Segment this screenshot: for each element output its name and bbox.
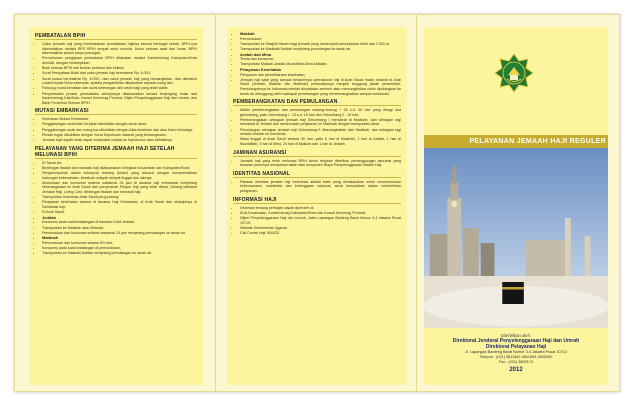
panel-cover bbox=[418, 21, 614, 385]
list-item: • Tenda dan konsumsi; bbox=[240, 57, 401, 62]
kaaba-photo bbox=[424, 148, 608, 328]
section-title: MUTASI EMBARKASI bbox=[35, 108, 197, 115]
list-item: • Di Tanah Air: bbox=[42, 161, 197, 166]
cover-title-ribbon: PELAYANAN JEMAAH HAJI REGULER bbox=[424, 135, 608, 148]
phone-line: Telepon : (021) 3811642-3811654-3800200 bbox=[479, 355, 553, 359]
section-title: PEMBERANGKATAN DAN PEMULANGAN bbox=[233, 99, 401, 106]
list-item: • Website Kementerian Agama: bbox=[240, 226, 401, 231]
section-title: IDENTITAS NASIONAL bbox=[233, 171, 401, 178]
cover-content bbox=[424, 27, 608, 385]
section-makkah bbox=[233, 32, 401, 96]
list-item: • Penggabungan suami/istri terpisah dibuktikan dengan surat nikah; bbox=[42, 122, 197, 127]
list-subheading: • Makkah bbox=[240, 32, 401, 37]
list-item: • Penggabungan anak dan orang tua dibuktikan dengan Akta kelahiran dan atau Kartu Keluarga; bbox=[42, 128, 197, 133]
list-item: • Pakaian identitas jemaah haji Indonesia adalah batik yang dimaksudkan untuk menumbuhkan kebersamaan, solidaritas dan ketenggaan nasional, serta kemudahan dalam memberikan pelayanan. bbox=[240, 180, 401, 194]
list-subheading: • Arafah dan Mina bbox=[240, 53, 401, 58]
section-pemberangkatan bbox=[233, 99, 401, 147]
masjidil-haram-illustration bbox=[424, 148, 608, 328]
list-item: • Surat kuasa bermaterai Rp. 6.000,- dari calon jemaah haji yang bersangkutan, dan diketahui Lurah/Kepala Desa setempat, apabila pengambilan dikuasakan kepada orang lain; bbox=[42, 77, 197, 86]
section-title: PEMBATALAN BPIH bbox=[35, 33, 197, 40]
list-item: • Transportasi ke Madinah/Jeddah menjelang pemulangan ke tanah air. bbox=[240, 47, 401, 52]
list-subheading: • Jeddah bbox=[42, 216, 197, 221]
list-item: • Ditjen Penyelenggaraan Haji dan Umrah, Jalan Lapangan Banteng Barat Nomor 3-4 Jakarta Pusat 10710; bbox=[240, 216, 401, 225]
publisher-label: Diterbitkan oleh: bbox=[500, 333, 532, 338]
list-item: • Transportasi ke Makkah/Jeddah menjelang pemulangan ke tanah air. bbox=[42, 251, 197, 256]
list-item: • Bimbingan ibadah dan manasik haji dilaksanakan di tingkat Kecamatan dan Kabupaten/Kota; bbox=[42, 166, 197, 171]
list-item: • Bukti setoran BPIH asli lembar pertama dan kelima; bbox=[42, 66, 197, 71]
kemenag-emblem-icon bbox=[494, 53, 534, 93]
list-item: • Pemondokan dan konsumsi selama 8½ hari; bbox=[42, 241, 197, 246]
list-item: • KUA Kecamatan, Kankemenag Kabupaten/Kota dan Kanwil Kemenag Provinsi; bbox=[240, 211, 401, 216]
section-title: PELAYANAN YANG DITERIMA JEMAAH HAJI SETELAH MELUNASI BPIH bbox=[35, 146, 197, 159]
brochure-sheet bbox=[14, 14, 620, 392]
list-item: • Transportasi ke Madinah atau Mekkah; bbox=[42, 226, 197, 231]
list-item: • Pelayanan dan pemeliharaan kesehatan; bbox=[240, 73, 401, 78]
list-item: • Permohonan pengajuan pembatalan BPIH dilakukan melalui Kankemenag Kabupaten/Kota domisili, dengan melampirkan: bbox=[42, 56, 197, 65]
address-line: Jl. Lapangan Banteng Barat Nomor 3-4 Jakarta Pusat 10710 bbox=[465, 350, 567, 354]
list-item: • Surat Pernyataan Bukti dari calon jemaah haji bermaterai Rp. 6.000; bbox=[42, 71, 197, 76]
list-item: • Pelayanan kesehatan selama di Asrama Haji Embarkasi, di Arab Saudi dan selanjutnya di Debarkasi haji; bbox=[42, 200, 197, 209]
list-item: • Di Arab Saudi: bbox=[42, 210, 197, 215]
list-item: • Masa tinggal di Arab Saudi selama 39 hari, yaitu 8 hari di Madinah, 1 hari di Arafah, 1 hari di Muzdalifah, 3 hari di Mina, 25 hari di Makkah dan 1 hari di Jeddah. bbox=[240, 137, 401, 146]
fold-line-right bbox=[416, 15, 417, 391]
list-item: • Konsumsi pada saat kedatangan di bandara KAIA Jeddah; bbox=[42, 220, 197, 225]
list-item: • Jemaah haji reguler tidak dapat melakukan mutasi ke haji khusus atau sebaliknya. bbox=[42, 138, 197, 143]
list-item: • Pemulangan sebagian jemaah haji Gelombang II diberangkatkan dari Madinah, dan sebagian lagi melalui Jeddah ke Indonesia. bbox=[240, 128, 401, 137]
list-item: • Pemberangkatan sebagian jemaah haji Gelombang I mendarat di Madinah, dan sebagian lagi mendarat di Jeddah dan meneruskan perjalanan ke Madinah dengan transportasi darat. bbox=[240, 118, 401, 127]
list-item: • Transportasi Indonesia-Arab Saudi pergi pulang; bbox=[42, 195, 197, 200]
fax-line: Fax : (021) 3800174 bbox=[498, 360, 534, 364]
section-pembatalan-bpih bbox=[35, 33, 197, 105]
bullet-list bbox=[35, 42, 197, 105]
bullet-list bbox=[35, 161, 197, 256]
cover-footer bbox=[424, 329, 608, 373]
panel-middle-content bbox=[227, 27, 407, 385]
list-item: • Transportasi Makkah-Arafah-Muzdalifah-Mina-Makkah. bbox=[240, 62, 401, 67]
publication-year: 2012 bbox=[509, 367, 523, 373]
section-title: INFORMASI HAJI bbox=[233, 197, 401, 204]
section-mutasi-embarkasi bbox=[35, 108, 197, 142]
panel-middle bbox=[221, 21, 413, 385]
list-item: • Waktu pemberangkatan dan pemulangan masing-masing + 28 s.d. 30 hari yang dibagi dua gelombang, yaitu Gelombang I : 13 s.d. 15 hari dan Gelombang II : 15 hari; bbox=[240, 108, 401, 117]
list-item: • Jemaah haji yang telah melunasi BPIH tahun berjalan diberikan pertanggungan asuransi yang besaran preminya merupakan salah satu komponen Biaya Penyelenggaraan Ibadah Haji. bbox=[240, 159, 401, 168]
bullet-list bbox=[233, 180, 401, 194]
bullet-list bbox=[233, 32, 401, 96]
list-subheading: • Madinah bbox=[42, 236, 197, 241]
list-item: • Pindah tugas dibuktikan dengan Surat Keputusan instansi yang bersangkutan; bbox=[42, 133, 197, 138]
list-item: • Pemondokan dan konsumsi selama maksimal 24 jam menjelang pemulangan ke tanah air. bbox=[42, 231, 197, 236]
list-item: • Pemondokan; bbox=[240, 37, 401, 42]
bullet-list bbox=[233, 108, 401, 147]
bullet-list bbox=[35, 117, 197, 142]
publisher-org: Direktorat Jenderal Penyelenggaraan Haji dan Umrah bbox=[452, 338, 580, 344]
list-item: • Ketentuan Mutasi Embarkasi: bbox=[42, 117, 197, 122]
bullet-list bbox=[233, 206, 401, 236]
list-item: • Konsumsi pada saat kedatangan di pemondokan; bbox=[42, 246, 197, 251]
list-item: • Transportasi ke Masjidil Haram bagi jemaah yang menempati pemondokan lebih dari 2.000 m; bbox=[240, 42, 401, 47]
section-pelayanan bbox=[35, 146, 197, 256]
fold-line-left bbox=[215, 15, 216, 391]
list-item: • Pengelompokan dalam kelompok terbang (kloter) yang disusun dengan memperhatikan hubungan kekerabatan, kesatuan wilayah tempat tinggal dan lainnya; bbox=[42, 171, 197, 180]
section-informasi bbox=[233, 197, 401, 236]
publisher-directorate: Direktorat Pelayanan Haji bbox=[485, 344, 547, 350]
list-item: • Penyelesaian proses pembatalan selanjutnya dilaksanakan secara berjenjang mulai dari Kankemenag Kab/Kota, Kanwil Kemenag Provinsi, Ditjen Penyelenggaraan Haji dan Umrah, dan Bank Penerima Setoran BPIH. bbox=[42, 92, 197, 106]
panel-left bbox=[23, 21, 209, 385]
list-item: • Akomodasi dan konsumsi selama maksimal 24 jam di asrama haji embarkasi menjelang keberangkatan ke Arab Saudi dan penyerahan Paspor Haji yang telah divisa, Gelang Identitas Jemaah Haji, Living Cost, bimbingan ibadah dan manasik haji; bbox=[42, 181, 197, 195]
list-subheading: • Pelayanan Kesehatan bbox=[240, 68, 401, 73]
bullet-list bbox=[233, 159, 401, 168]
section-identitas bbox=[233, 171, 401, 194]
list-item: • Call Centre Haji: 500425 bbox=[240, 231, 401, 236]
list-item: • Fotocopy surat kematian dan surat keterangan ahli waris bagi yang telah wafat; bbox=[42, 86, 197, 91]
list-item: • Informasi tentang perhajian dapat diperoleh di: bbox=[240, 206, 401, 211]
section-title: JAMINAN ASURANSI bbox=[233, 150, 401, 157]
panel-left-content bbox=[29, 27, 203, 385]
list-item: • Jemaah haji sakit yang sampai berakhirnya operasional haji di Arab Saudi masih dirawat di Arab Saudi (Jeddah, Makkah dan Madinah) perawatannya menjadi tanggung jawab pemerintah. Pemulangannya ke Indonesia setelah dinyatakan sembuh atau memungkinkan untuk dipulangkan ke tanah air ditanggung oleh maskapai penerbangan yang memberangkatkan sampai embarkasi. bbox=[240, 78, 401, 96]
section-asuransi bbox=[233, 150, 401, 168]
list-item: • Calon jemaah haji yang membatalkan pendaftaran hajinya karena berbagai sebab, BPIH-nya dikembalikan melalui BPS BPIH tempat setor semula. Untuk setoran awal dan lunas, BPIH dikembalikan penuh tanpa potongan; bbox=[42, 42, 197, 56]
